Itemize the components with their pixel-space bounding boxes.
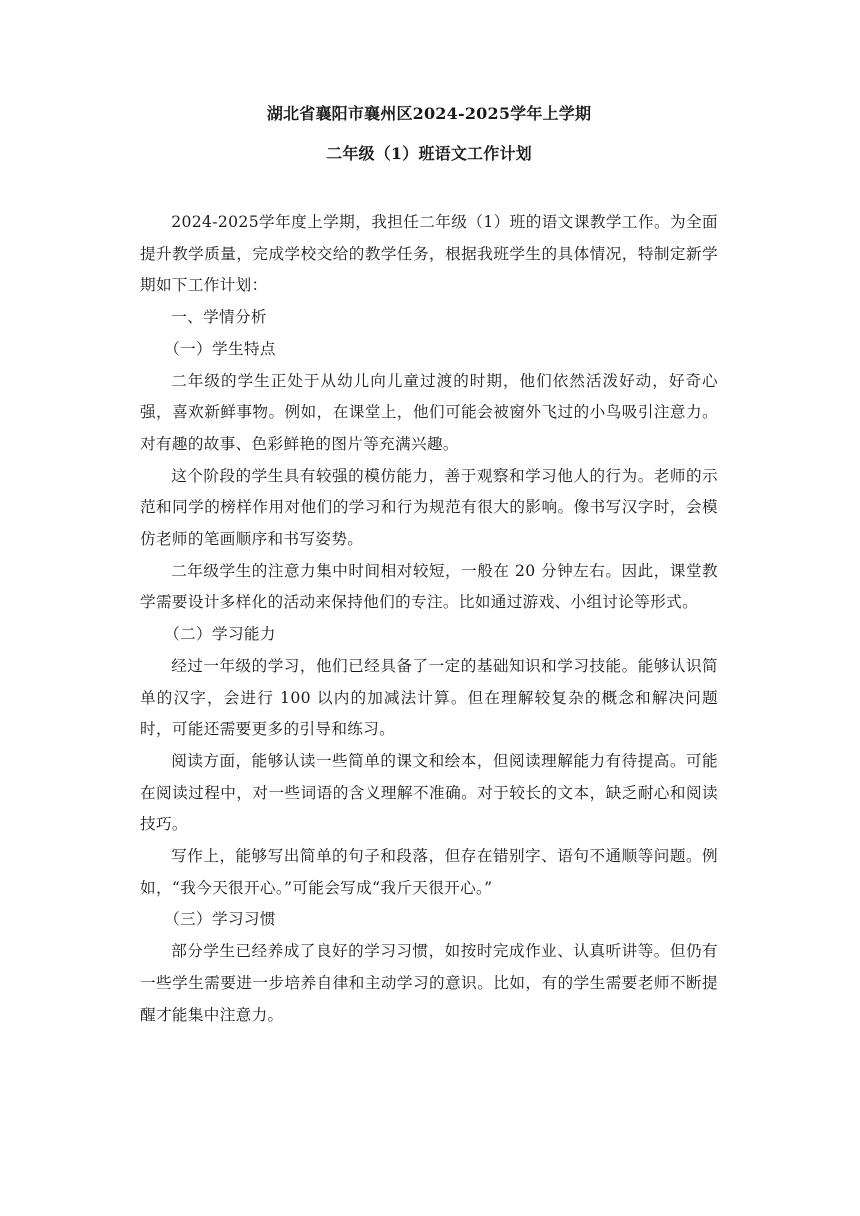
body-paragraph: 二年级的学生正处于从幼儿向儿童过渡的时期，他们依然活泼好动，好奇心强，喜欢新鲜事物。例如，在课堂上，他们可能会被窗外飞过的小鸟吸引注意力。对有趣的故事、色彩鲜艳的图片等充满兴趣。 (140, 371, 718, 453)
document-subtitle: 二年级（1）班语文工作计划 (326, 144, 532, 163)
body-paragraph: 二年级学生的注意力集中时间相对较短，一般在 20 分钟左右。因此，课堂教学需要设计多样化的活动来保持他们的专注。比如通过游戏、小组讨论等形式。 (140, 561, 718, 612)
body-paragraph: 阅读方面，能够认读一些简单的课文和绘本，但阅读理解能力有待提高。可能在阅读过程中，对一些词语的含义理解不准确。对于较长的文本，缺乏耐心和阅读技巧。 (140, 751, 718, 834)
body-paragraph: 部分学生已经养成了良好的学习习惯，如按时完成作业、认真听讲等。但仍有一些学生需要进一步培养自律和主动学习的意识。比如，有的学生需要老师不断提醒才能集中注意力。 (140, 942, 718, 1024)
body-paragraph: 这个阶段的学生具有较强的模仿能力，善于观察和学习他人的行为。老师的示范和同学的榜样作用对他们的学习和行为规范有很大的影响。像书写汉字时，会模仿老师的笔画顺序和书写姿势。 (140, 466, 718, 549)
body-paragraph: 写作上，能够写出简单的句子和段落，但存在错别字、语句不通顺等问题。例如，“我今天很开心。”可能会写成“我斤天很开心。” (140, 847, 718, 897)
subsection-heading: （一）学生特点 (164, 339, 276, 358)
body-paragraph: 经过一年级的学习，他们已经具备了一定的基础知识和学习技能。能够认识简单的汉字，会进行 100 以内的加减法计算。但在理解较复杂的概念和解决问题时，可能还需要更多的引导和练习。 (140, 656, 718, 739)
document-body (140, 207, 718, 1031)
section-heading: 一、学情分析 (171, 308, 267, 327)
document-page (140, 106, 718, 1031)
subsection-heading: （三）学习习惯 (164, 910, 276, 929)
subsection-heading: （二）学习能力 (164, 625, 276, 644)
document-title: 湖北省襄阳市襄州区2024-2025学年上学期 (266, 104, 592, 123)
intro-paragraph: 2024-2025学年度上学期，我担任二年级（1）班的语文课教学工作。为全面提升教学质量，完成学校交给的教学任务，根据我班学生的具体情况，特制定新学期如下工作计划： (140, 213, 718, 295)
